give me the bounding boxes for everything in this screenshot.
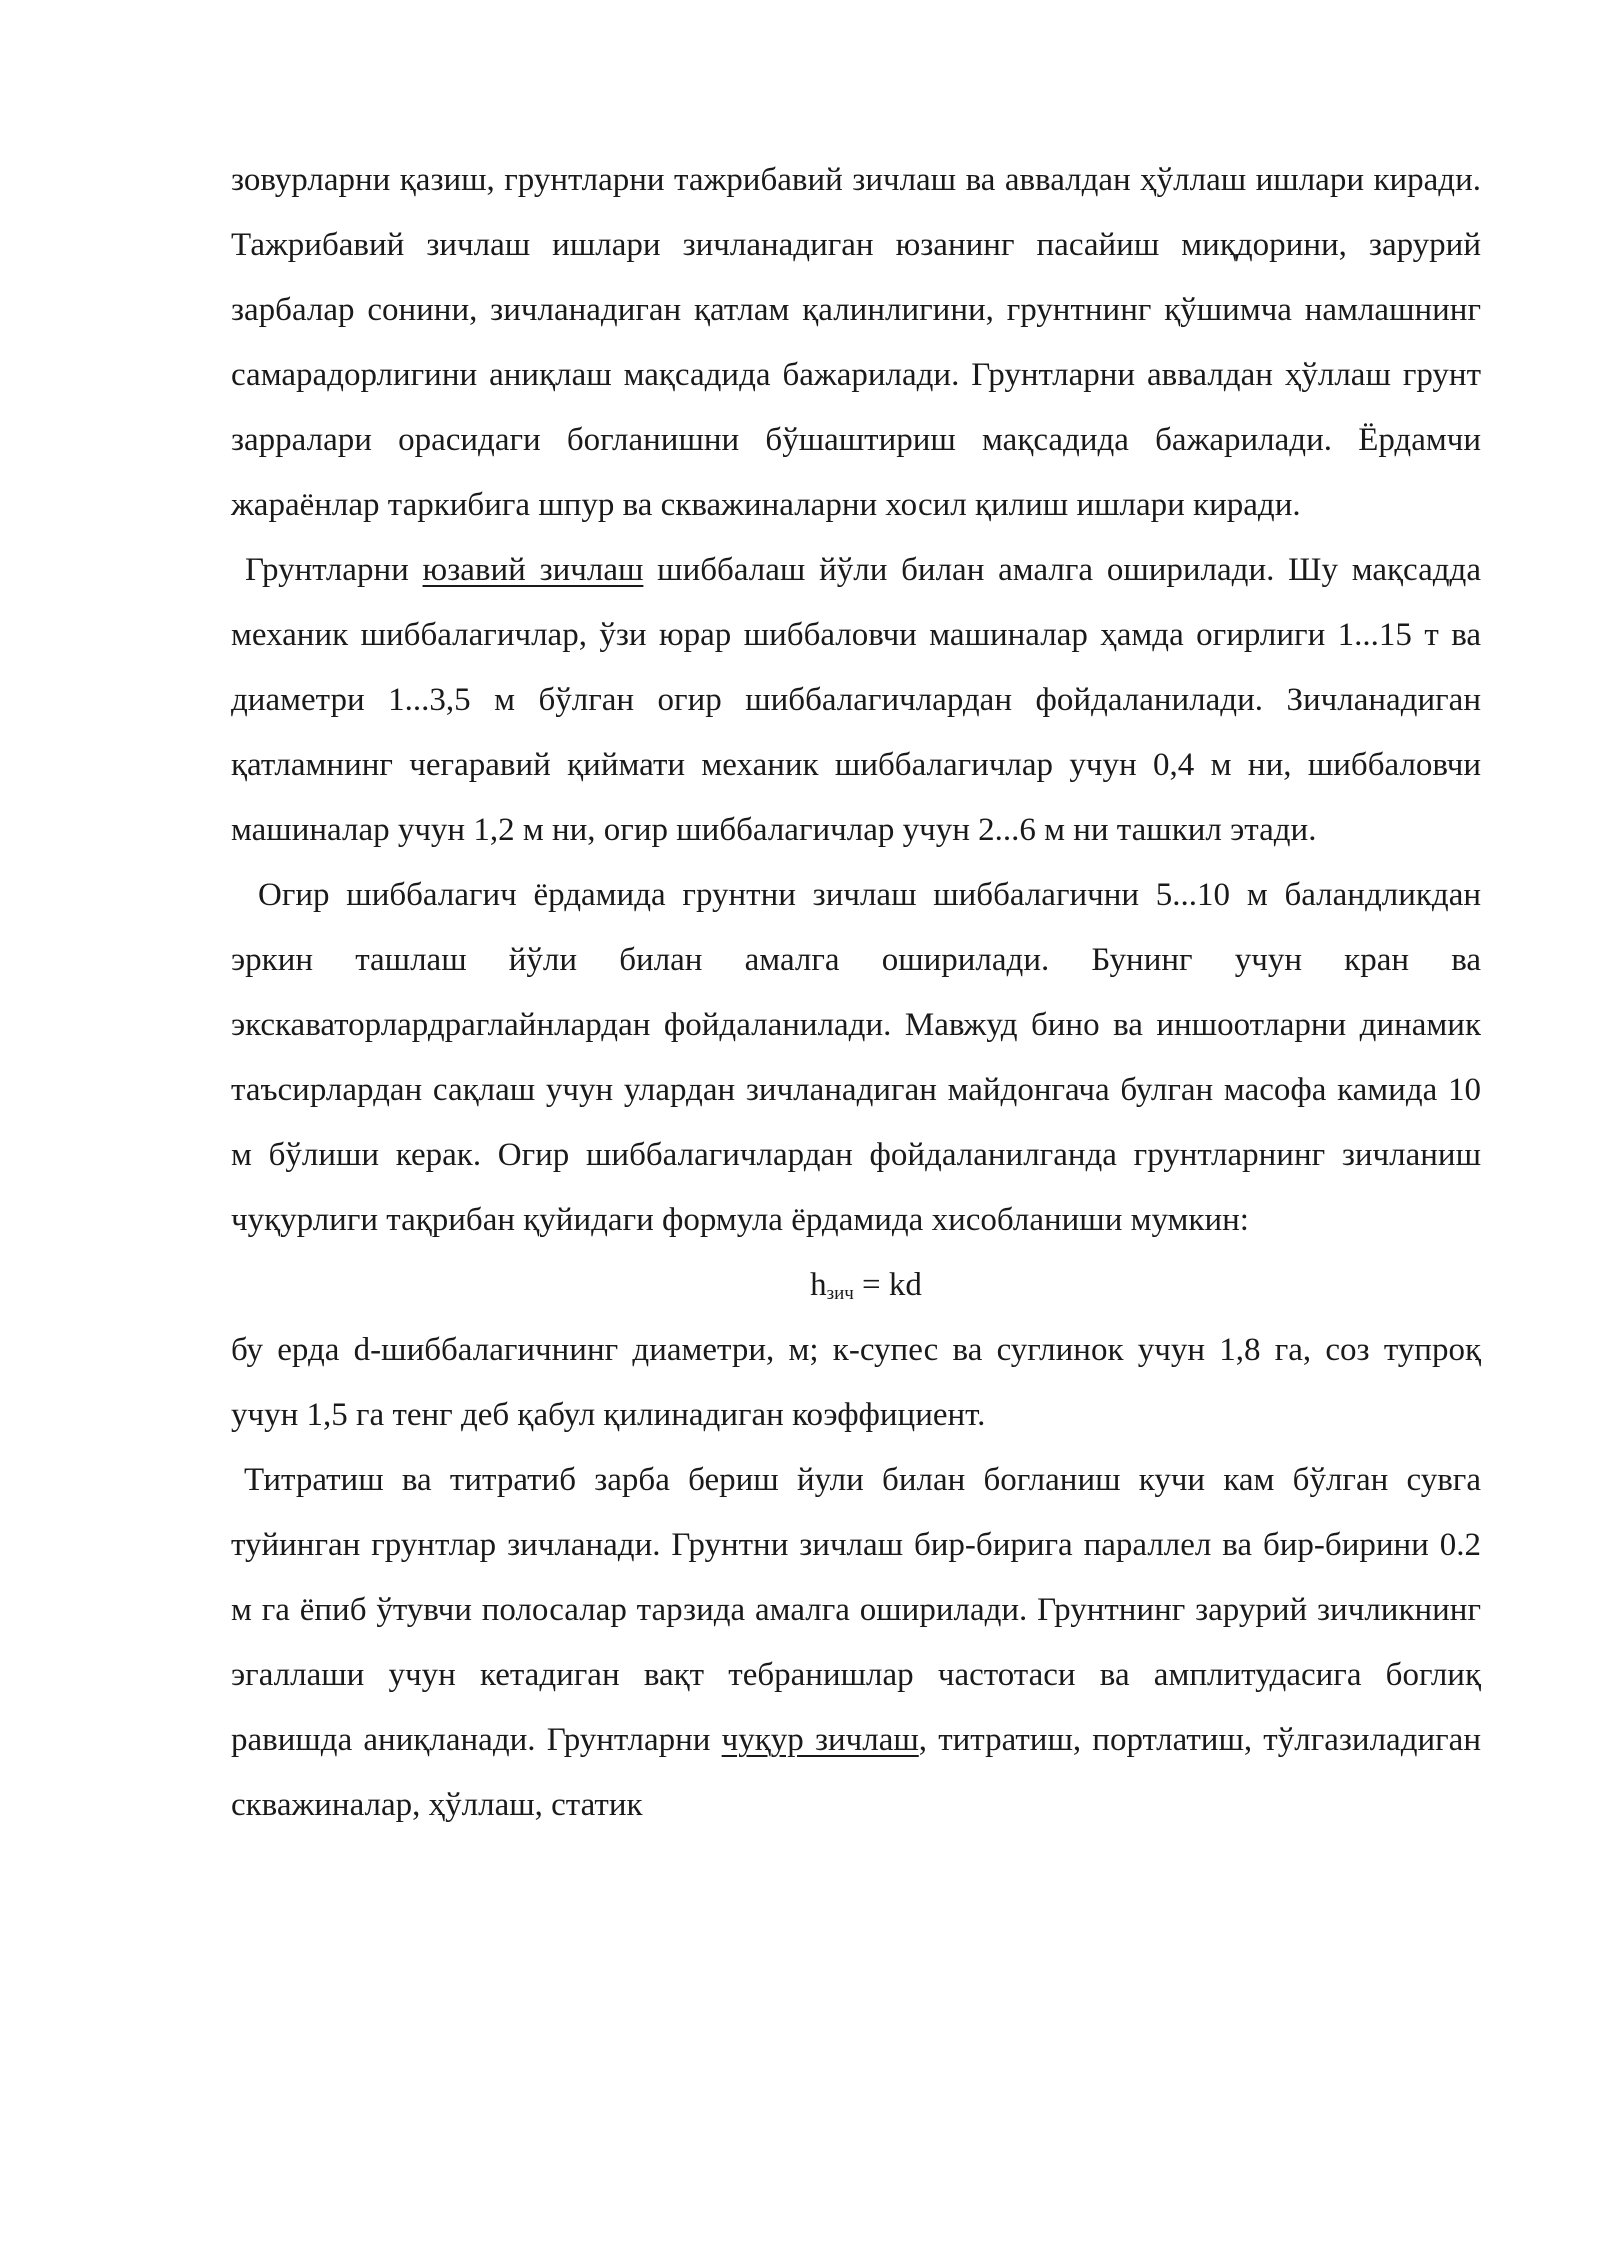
document-body: [231, 148, 1481, 1838]
paragraph-2-rest: шиббалаш йўли билан амалга оширилади. Шу мақсадда механик шиббалагичлар, ўзи юрар шиббаловчи машиналар ҳамда огирлиги 1...15 т ва диаметри 1...3,5 м бўлган огир шиббалагичлардан фойдаланилади. Зичланадиган қатламнинг чегаравий қиймати механик шиббалагичлар учун 0,4 м ни, шиббаловчи машиналар учун 1,2 м ни, огир шиббалагичлар учун 2...6 м ни ташкил этади.: [231, 552, 1481, 848]
paragraph-3-text: Огир шиббалагич ёрдамида грунтни зичлаш шиббалагични 5...10 м баландликдан эркин ташлаш йўли билан амалга оширилади. Бунинг учун кран ва экскаваторлардраглайнлардан фойдаланилади. Мавжуд бино ва иншоотларни динамик таъсирлардан сақлаш учун улардан зичланадиган майдонгача булган масофа камида 10 м бўлиши керак. Огир шиббалагичлардан фойдаланилганда грунтларнинг зичланиш чуқурлиги тақрибан қуйидаги формула ёрдамида хисобланиши мумкин:: [231, 877, 1481, 1238]
paragraph-2-start: Грунтларни: [245, 552, 423, 588]
formula-rhs: = kd: [853, 1267, 922, 1303]
paragraph-5-rest: , титратиш, портлатиш, тўлгазиладиган скважиналар, ҳўллаш, статик: [231, 1722, 1481, 1823]
paragraph-5-start: Титратиш ва титратиб зарба бериш йули билан богланиш кучи кам бўлган сувга туйинган грунтлар зичланади. Грунтни зичлаш бир-бирига параллел ва бир-бирини 0.2 м га ёпиб ўтувчи полосалар тарзида амалга оширилади. Грунтнинг зарурий зичликнинг эгаллаши учун кетадиган вақт тебранишлар частотаси ва амплитудасига боглиқ равишда аниқланади. Грунтларни: [231, 1462, 1481, 1758]
underlined-term-deep-compaction: чуқур зичлаш: [721, 1722, 919, 1758]
formula-subscript: зич: [826, 1283, 854, 1304]
paragraph-4-text: бу ерда d-шиббалагичнинг диаметри, м; к-супес ва суглинок учун 1,8 га, соз тупроқ учун 1,5 га тенг деб қабул қилинадиган коэффициент.: [231, 1332, 1481, 1433]
underlined-term-surface-compaction: юзавий зичлаш: [422, 552, 644, 588]
paragraph-3: [231, 863, 1481, 1253]
paragraph-1: [231, 148, 1481, 538]
paragraph-1-text: зовурларни қазиш, грунтларни тажрибавий зичлаш ва аввалдан ҳўллаш ишлари киради. Тажрибавий зичлаш ишлари зичланадиган юзанинг пасайиш миқдорини, зарурий зарбалар сонини, зичланадиган қатлам қалинлигини, грунтнинг қўшимча намлашнинг самарадорлигини аниқлаш мақсадида бажарилади. Грунтларни аввалдан ҳўллаш грунт зарралари орасидаги богланишни бўшаштириш мақсадида бажарилади. Ёрдамчи жараёнлар таркибига шпур ва скважиналарни хосил қилиш ишлари киради.: [231, 162, 1481, 523]
paragraph-5: [231, 1448, 1481, 1838]
paragraph-4: [231, 1318, 1481, 1448]
paragraph-2: [231, 538, 1481, 863]
formula-compaction-depth: [231, 1253, 1481, 1318]
formula-base: h: [810, 1267, 827, 1303]
